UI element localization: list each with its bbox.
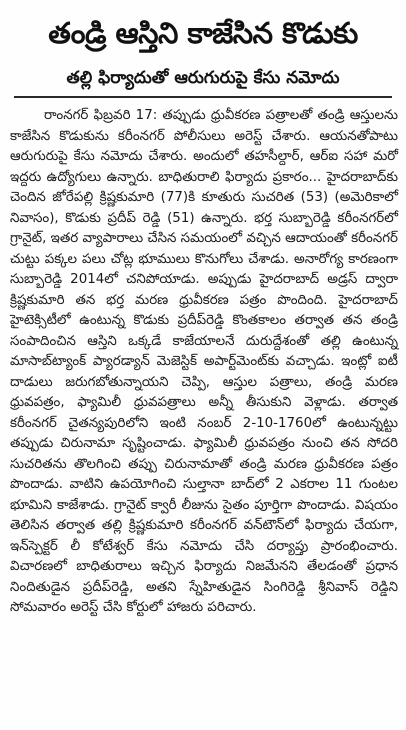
article-body — [10, 106, 398, 619]
divider-rule — [14, 96, 392, 98]
article-paragraph: రాంనగర్ ఫిబ్రవరి 17: తప్పుడు ధ్రువీకరణ పత్రాలతో తండ్రి ఆస్తులను కాజేసిన కొడుకును కరీంనగర్ పోలీసులు అరెస్ట్ చేశారు. ఆయనతోపాటు ఆరుగురుపై కేసు నమోదు చేశారు. అందులో తహసీల్దార్, ఆర్‌ఐ సహా మరో ఇద్దరు ఉద్యోగులు ఉన్నారు. బాధితురాలి ఫిర్యాదు ప్రకారం... హైదరాబాద్‌కు చెందిన జోరేపల్లి క్రిష్ణకుమారి (77)కి కూతురు సుచరిత (53) (అమెరికాలో నివాసం), కొడుకు ప్రదీప్ రెడ్డి (51) ఉన్నారు. భర్త సుబ్బారెడ్డి కరీంనగర్‌లో గ్రానైట్, ఇతర వ్యాపారాలు చేసిన సమయంలో వచ్చిన ఆదాయంతో కరీంనగర్ చుట్టు పక్కల పలు చోట్ల భూములు కొనుగోలు చేశాడు. అనారోగ్య కారణంగా సుబ్బారెడ్డి 2014లో చనిపోయాడు. అప్పుడు హైదరాబాద్ అడ్రస్ ద్వారా క్రిష్ణకుమారి తన భర్త మరణ ధ్రువీకరణ పత్రం పొందింది. హైదరాబాద్ హైటెక్సిటీలో ఉంటున్న కొడుకు ప్రదీప్‌రెడ్డి కొంతకాలం తర్వాత తన తండ్రి సంపాదించిన ఆస్తిని ఒక్కడే కాజేయాలనే దురుద్దేశంతో తల్లి ఉంటున్న మాసాబ్‌ట్యాంక్ ప్యారడ్యాన్ మెజెస్టిక్ అపార్ట్‌మెంట్‌కు వచ్చాడు. ఇంట్లో ఐటీ దాడులు జరుగబోతున్నాయని చెప్పి, ఆస్తుల పత్రాలు, తండ్రి మరణ ధ్రువపత్రం, ఫ్యామిలీ ధ్రువపత్రాలు అన్నీ తీసుకుని వెళ్లాడు. తర్వాత కరీంనగర్ చైతన్యపురిలోని ఇంటి నంబర్ 2-10-1760లో ఉంటున్నట్టు తప్పుడు చిరునామా సృష్టించాడు. ఫ్యామిలీ ధ్రువపత్రం నుంచి తన సోదరి సుచరితను తొలగించి తప్పు చిరునామాతో తండ్రి మరణ ధ్రువీకరణ పత్రం పొందాడు. వాటిని ఉపయోగించి సుల్తానా బాద్‌లో 2 ఎకరాల 11 గుంటల భూమిని కాజేశాడు. గ్రానైట్ క్వారీ లీజును సైతం పూర్తిగా పొందాడు. విషయం తెలిసిన తర్వాత తల్లి క్రిష్ణకుమారి కరీంనగర్ వన్‌టౌన్‌లో ఫిర్యాదు చేయగా, ఇన్‌స్పెక్టర్ లీ కోటేశ్వర్ కేసు నమోదు చేసి దర్యాప్తు ప్రారంభించారు. విచారణలో బాధితురాలు ఇచ్చిన ఫిర్యాదు నిజమేనని తేలడంతో ప్రధాన నిందితుడైన ప్రదీప్‌రెడ్డి, అతని స్నేహితుడైన సింగిరెడ్డి శ్రీనివాస్ రెడ్డిని సోమవారం అరెస్ట్ చేసి కోర్టులో హాజరు పరిచారు. — [10, 108, 398, 615]
subheadline: తల్లి ఫిర్యాదుతో ఆరుగురుపై కేసు నమోదు — [66, 68, 340, 88]
headline: తండ్రి ఆస్తిని కాజేసిన కొడుకు — [48, 16, 358, 50]
